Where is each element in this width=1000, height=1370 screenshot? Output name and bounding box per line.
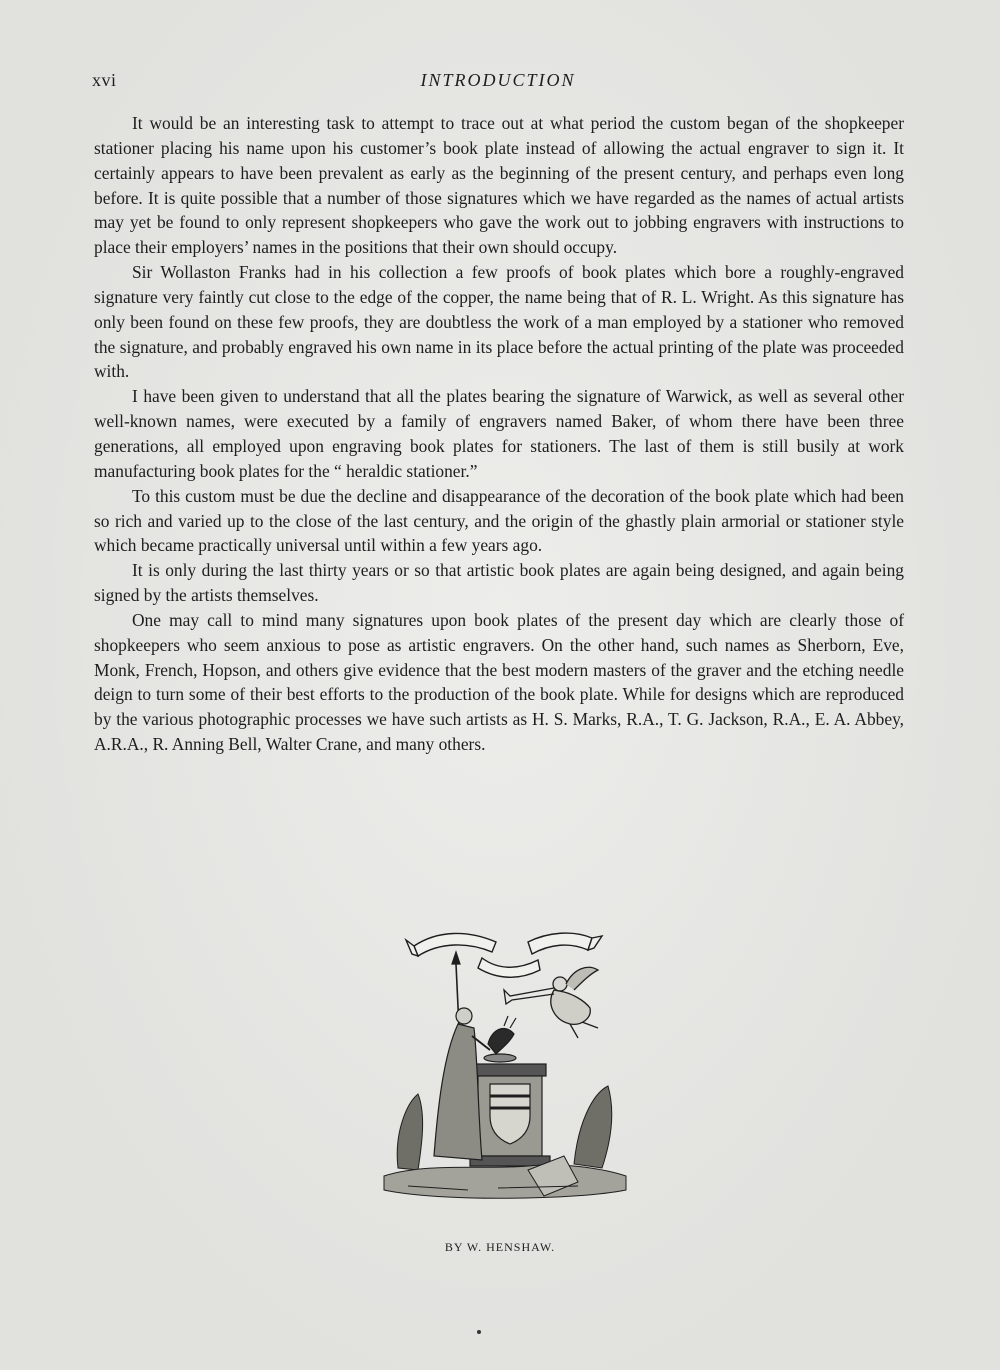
- paragraph: Sir Wollaston Franks had in his collection a few proofs of book plates which bore a roughly-engraved signature very faintly cut close to the edge of the copper, the name being that of R. L. Wright. As this signature has only been found on these few proofs, they are doubtless the work of a man employed by a stationer who removed the signature, and probably engraved his own name in its place before the actual printing of the plate was proceeded with.: [94, 262, 904, 382]
- page-speck: [477, 1330, 481, 1334]
- body-text: [94, 111, 904, 757]
- running-title: INTRODUCTION: [420, 70, 576, 90]
- bookplate-engraving: [378, 924, 630, 1232]
- paragraph: To this custom must be due the decline and disappearance of the decoration of the book plate which had been so rich and varied up to the close of the last century, and the origin of the ghastly plain armorial or stationer style which became practically universal until within a few years ago.: [94, 485, 904, 556]
- paragraph: One may call to mind many signatures upon book plates of the present day which are clearly those of shopkeepers who seem anxious to pose as artistic engravers. On the other hand, such names as Sherborn, Eve, Monk, French, Hopson, and others give evidence that the best modern masters of the graver and the etching needle deign to turn some of their best efforts to the production of the book plate. While for designs which are reproduced by the various photographic processes we have such artists as H. S. Marks, R.A., T. G. Jackson, R.A., E. A. Abbey, A.R.A., R. Anning Bell, Walter Crane, and many others.: [94, 609, 904, 755]
- page-number: xvi: [92, 70, 117, 90]
- illustration-caption: BY W. HENSHAW.: [444, 1240, 556, 1254]
- crest: [484, 1016, 516, 1062]
- running-head: [92, 70, 904, 96]
- ribbon-banner: [406, 933, 602, 977]
- paragraph: It is only during the last thirty years or so that artistic book plates are again being designed, and again being signed by the artists themselves.: [94, 560, 904, 606]
- pedestal: [470, 1064, 550, 1166]
- cherub-figure: [504, 967, 598, 1038]
- paragraph: It would be an interesting task to attempt to trace out at what period the custom began of the shopkeeper stationer placing his name upon his customer’s book plate instead of allowing the actual engraver to sign it. It certainly appears to have been prevalent as early as the beginning of the present century, and perhaps even long before. It is quite possible that a number of those signatures which we have regarded as the names of actual artists may yet be found to only represent shopkeepers who gave the work out to jobbing engravers with instructions to place their employers’ names in the positions that their own should occupy.: [94, 113, 904, 258]
- paragraph: I have been given to understand that all the plates bearing the signature of Warwick, as well as several other well-known names, were executed by a family of engravers named Baker, of whom there have been three generations, all employed upon engraving book plates for stationers. The last of them is still busily at work manufacturing book plates for the “ heraldic stationer.”: [94, 386, 904, 481]
